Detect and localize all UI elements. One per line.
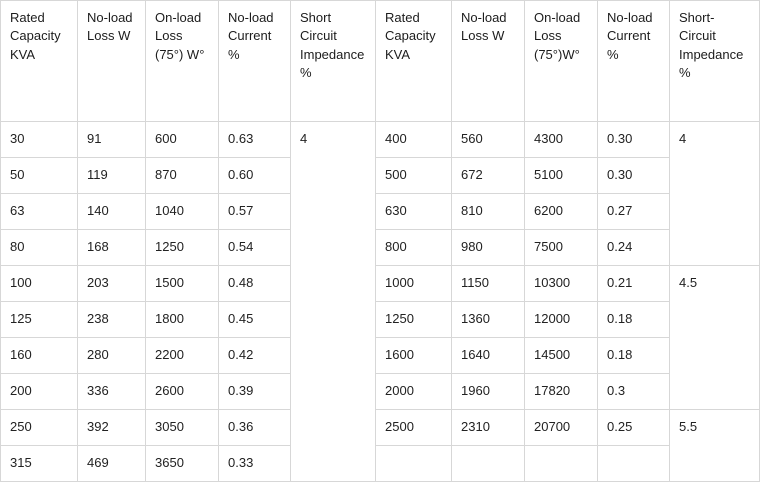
cell-no-load-current-left: 0.39 bbox=[219, 374, 291, 410]
cell-no-load-current-right: 0.27 bbox=[598, 194, 670, 230]
cell-rated-capacity-left: 315 bbox=[1, 446, 78, 482]
cell-no-load-current-left: 0.48 bbox=[219, 266, 291, 302]
cell-on-load-loss-right: 20700 bbox=[525, 410, 598, 446]
column-header-no-load-current-left: No-load Current % bbox=[219, 1, 291, 122]
cell-rated-capacity-right bbox=[376, 446, 452, 482]
cell-no-load-current-right: 0.18 bbox=[598, 338, 670, 374]
cell-no-load-current-right: 0.24 bbox=[598, 230, 670, 266]
cell-no-load-current-left: 0.60 bbox=[219, 158, 291, 194]
cell-on-load-loss-right: 7500 bbox=[525, 230, 598, 266]
cell-on-load-loss-left: 870 bbox=[146, 158, 219, 194]
cell-no-load-current-right: 0.30 bbox=[598, 158, 670, 194]
cell-rated-capacity-left: 100 bbox=[1, 266, 78, 302]
cell-on-load-loss-right: 10300 bbox=[525, 266, 598, 302]
cell-on-load-loss-right: 12000 bbox=[525, 302, 598, 338]
column-header-no-load-loss-left: No-load Loss W bbox=[78, 1, 146, 122]
table-row bbox=[1, 122, 760, 158]
cell-on-load-loss-right: 5100 bbox=[525, 158, 598, 194]
cell-no-load-loss-left: 140 bbox=[78, 194, 146, 230]
cell-on-load-loss-left: 2200 bbox=[146, 338, 219, 374]
cell-no-load-current-left: 0.57 bbox=[219, 194, 291, 230]
table-row bbox=[1, 446, 760, 482]
cell-no-load-loss-left: 168 bbox=[78, 230, 146, 266]
column-header-short-circuit-impedance-right: Short-Circuit Impedance % bbox=[670, 1, 760, 122]
cell-no-load-current-left: 0.45 bbox=[219, 302, 291, 338]
cell-no-load-loss-left: 336 bbox=[78, 374, 146, 410]
cell-on-load-loss-right bbox=[525, 446, 598, 482]
cell-no-load-loss-right: 1150 bbox=[452, 266, 525, 302]
cell-no-load-current-right: 0.21 bbox=[598, 266, 670, 302]
table-row bbox=[1, 266, 760, 302]
cell-short-circuit-impedance-right-3: 5.5 bbox=[670, 410, 760, 482]
cell-rated-capacity-left: 63 bbox=[1, 194, 78, 230]
cell-rated-capacity-left: 30 bbox=[1, 122, 78, 158]
cell-rated-capacity-right: 1250 bbox=[376, 302, 452, 338]
column-header-on-load-loss-right: On-load Loss (75°)W° bbox=[525, 1, 598, 122]
cell-no-load-current-left: 0.63 bbox=[219, 122, 291, 158]
cell-rated-capacity-left: 250 bbox=[1, 410, 78, 446]
cell-rated-capacity-left: 160 bbox=[1, 338, 78, 374]
table-body bbox=[1, 122, 760, 482]
cell-no-load-current-right: 0.18 bbox=[598, 302, 670, 338]
cell-no-load-current-left: 0.36 bbox=[219, 410, 291, 446]
cell-no-load-current-right: 0.30 bbox=[598, 122, 670, 158]
cell-no-load-loss-right: 1960 bbox=[452, 374, 525, 410]
cell-no-load-current-left: 0.33 bbox=[219, 446, 291, 482]
cell-no-load-loss-left: 392 bbox=[78, 410, 146, 446]
table-row bbox=[1, 230, 760, 266]
cell-no-load-loss-right: 560 bbox=[452, 122, 525, 158]
column-header-no-load-current-right: No-load Current % bbox=[598, 1, 670, 122]
cell-no-load-loss-left: 280 bbox=[78, 338, 146, 374]
column-header-short-circuit-impedance-left: Short Circuit Impedance % bbox=[291, 1, 376, 122]
cell-no-load-loss-left: 469 bbox=[78, 446, 146, 482]
cell-on-load-loss-right: 4300 bbox=[525, 122, 598, 158]
table-row bbox=[1, 194, 760, 230]
cell-on-load-loss-left: 1250 bbox=[146, 230, 219, 266]
cell-on-load-loss-right: 6200 bbox=[525, 194, 598, 230]
cell-no-load-current-right: 0.25 bbox=[598, 410, 670, 446]
cell-short-circuit-impedance-left: 4 bbox=[291, 122, 376, 482]
cell-rated-capacity-right: 800 bbox=[376, 230, 452, 266]
cell-on-load-loss-left: 1800 bbox=[146, 302, 219, 338]
cell-no-load-loss-right bbox=[452, 446, 525, 482]
column-header-rated-capacity-right: Rated Capacity KVA bbox=[376, 1, 452, 122]
cell-no-load-loss-right: 980 bbox=[452, 230, 525, 266]
cell-short-circuit-impedance-right-2: 4.5 bbox=[670, 266, 760, 410]
cell-no-load-current-right bbox=[598, 446, 670, 482]
cell-no-load-loss-left: 238 bbox=[78, 302, 146, 338]
cell-rated-capacity-right: 2000 bbox=[376, 374, 452, 410]
table-row bbox=[1, 158, 760, 194]
cell-no-load-current-left: 0.42 bbox=[219, 338, 291, 374]
column-header-rated-capacity-left: Rated Capacity KVA bbox=[1, 1, 78, 122]
table-row bbox=[1, 410, 760, 446]
column-header-no-load-loss-right: No-load Loss W bbox=[452, 1, 525, 122]
table-header bbox=[1, 1, 760, 122]
cell-on-load-loss-left: 1500 bbox=[146, 266, 219, 302]
cell-rated-capacity-left: 80 bbox=[1, 230, 78, 266]
cell-on-load-loss-right: 17820 bbox=[525, 374, 598, 410]
cell-rated-capacity-right: 1000 bbox=[376, 266, 452, 302]
cell-on-load-loss-left: 3650 bbox=[146, 446, 219, 482]
cell-no-load-loss-right: 672 bbox=[452, 158, 525, 194]
cell-rated-capacity-right: 400 bbox=[376, 122, 452, 158]
cell-on-load-loss-left: 3050 bbox=[146, 410, 219, 446]
table-row bbox=[1, 338, 760, 374]
cell-rated-capacity-right: 500 bbox=[376, 158, 452, 194]
cell-rated-capacity-right: 2500 bbox=[376, 410, 452, 446]
cell-on-load-loss-left: 1040 bbox=[146, 194, 219, 230]
cell-rated-capacity-left: 50 bbox=[1, 158, 78, 194]
cell-rated-capacity-left: 125 bbox=[1, 302, 78, 338]
cell-on-load-loss-left: 600 bbox=[146, 122, 219, 158]
cell-no-load-loss-right: 1360 bbox=[452, 302, 525, 338]
cell-on-load-loss-left: 2600 bbox=[146, 374, 219, 410]
cell-no-load-loss-left: 119 bbox=[78, 158, 146, 194]
cell-no-load-loss-right: 2310 bbox=[452, 410, 525, 446]
column-header-on-load-loss-left: On-load Loss (75°) W° bbox=[146, 1, 219, 122]
cell-no-load-loss-right: 810 bbox=[452, 194, 525, 230]
cell-rated-capacity-right: 630 bbox=[376, 194, 452, 230]
cell-no-load-loss-left: 203 bbox=[78, 266, 146, 302]
table-row bbox=[1, 302, 760, 338]
cell-rated-capacity-left: 200 bbox=[1, 374, 78, 410]
cell-short-circuit-impedance-right-1: 4 bbox=[670, 122, 760, 266]
cell-no-load-current-right: 0.3 bbox=[598, 374, 670, 410]
cell-rated-capacity-right: 1600 bbox=[376, 338, 452, 374]
cell-no-load-current-left: 0.54 bbox=[219, 230, 291, 266]
cell-no-load-loss-right: 1640 bbox=[452, 338, 525, 374]
cell-on-load-loss-right: 14500 bbox=[525, 338, 598, 374]
header-row bbox=[1, 1, 760, 122]
table-row bbox=[1, 374, 760, 410]
cell-no-load-loss-left: 91 bbox=[78, 122, 146, 158]
